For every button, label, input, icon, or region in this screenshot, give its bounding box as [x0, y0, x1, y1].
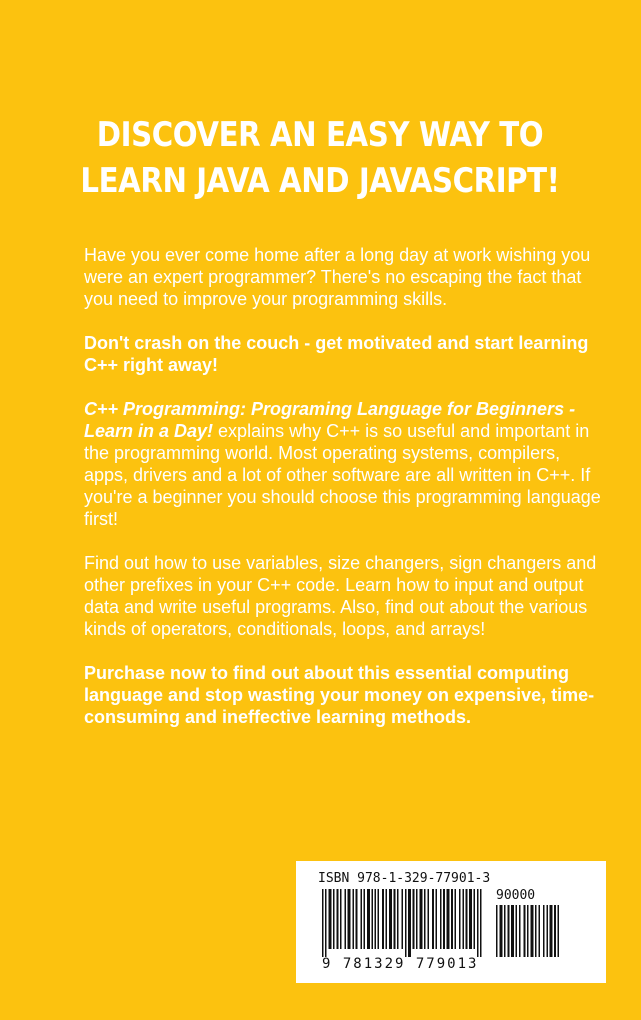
price-code-label: 90000	[496, 888, 536, 903]
headline-line-1: DISCOVER AN EASY WAY TO	[96, 115, 544, 155]
paragraph-book-description	[84, 398, 604, 530]
paragraph-purchase: Purchase now to find out about this essential computing language and stop wasting your money on expensive, time-consuming and ineffective learning methods.	[84, 663, 595, 727]
paragraph-callout: Don't crash on the couch - get motivated and start learning C++ right away!	[84, 333, 589, 375]
headline-line-2: LEARN JAVA AND JAVASCRIPT!	[80, 161, 560, 201]
paragraph-topics: Find out how to use variables, size changers, sign changers and other prefixes in your C++ code. Learn how to input and output data and write useful programs. Also, find out about the various kinds of operators, conditionals, loops, and arrays!	[84, 553, 597, 639]
headline	[79, 112, 561, 204]
book-description-text: explains why C++ is so useful and important in the programming world. Most operating systems, compilers, apps, drivers and a lot of other software are all written in C++. If you're a beginner you should choose this programming language first!	[84, 421, 601, 529]
price-barcode	[496, 905, 568, 965]
isbn-label: ISBN 978-1-329-77901-3	[318, 871, 491, 886]
blurb	[84, 244, 604, 750]
ean-digits: 9 781329 779013	[322, 956, 479, 972]
ean-barcode	[322, 889, 482, 957]
barcode-box	[296, 861, 606, 983]
paragraph-intro: Have you ever come home after a long day at work wishing you were an expert programmer? There's no escaping the fact that you need to improve your programming skills.	[84, 245, 591, 309]
book-title: C++ Programming: Programing Language for Beginners - Learn in a Day!	[84, 399, 576, 441]
